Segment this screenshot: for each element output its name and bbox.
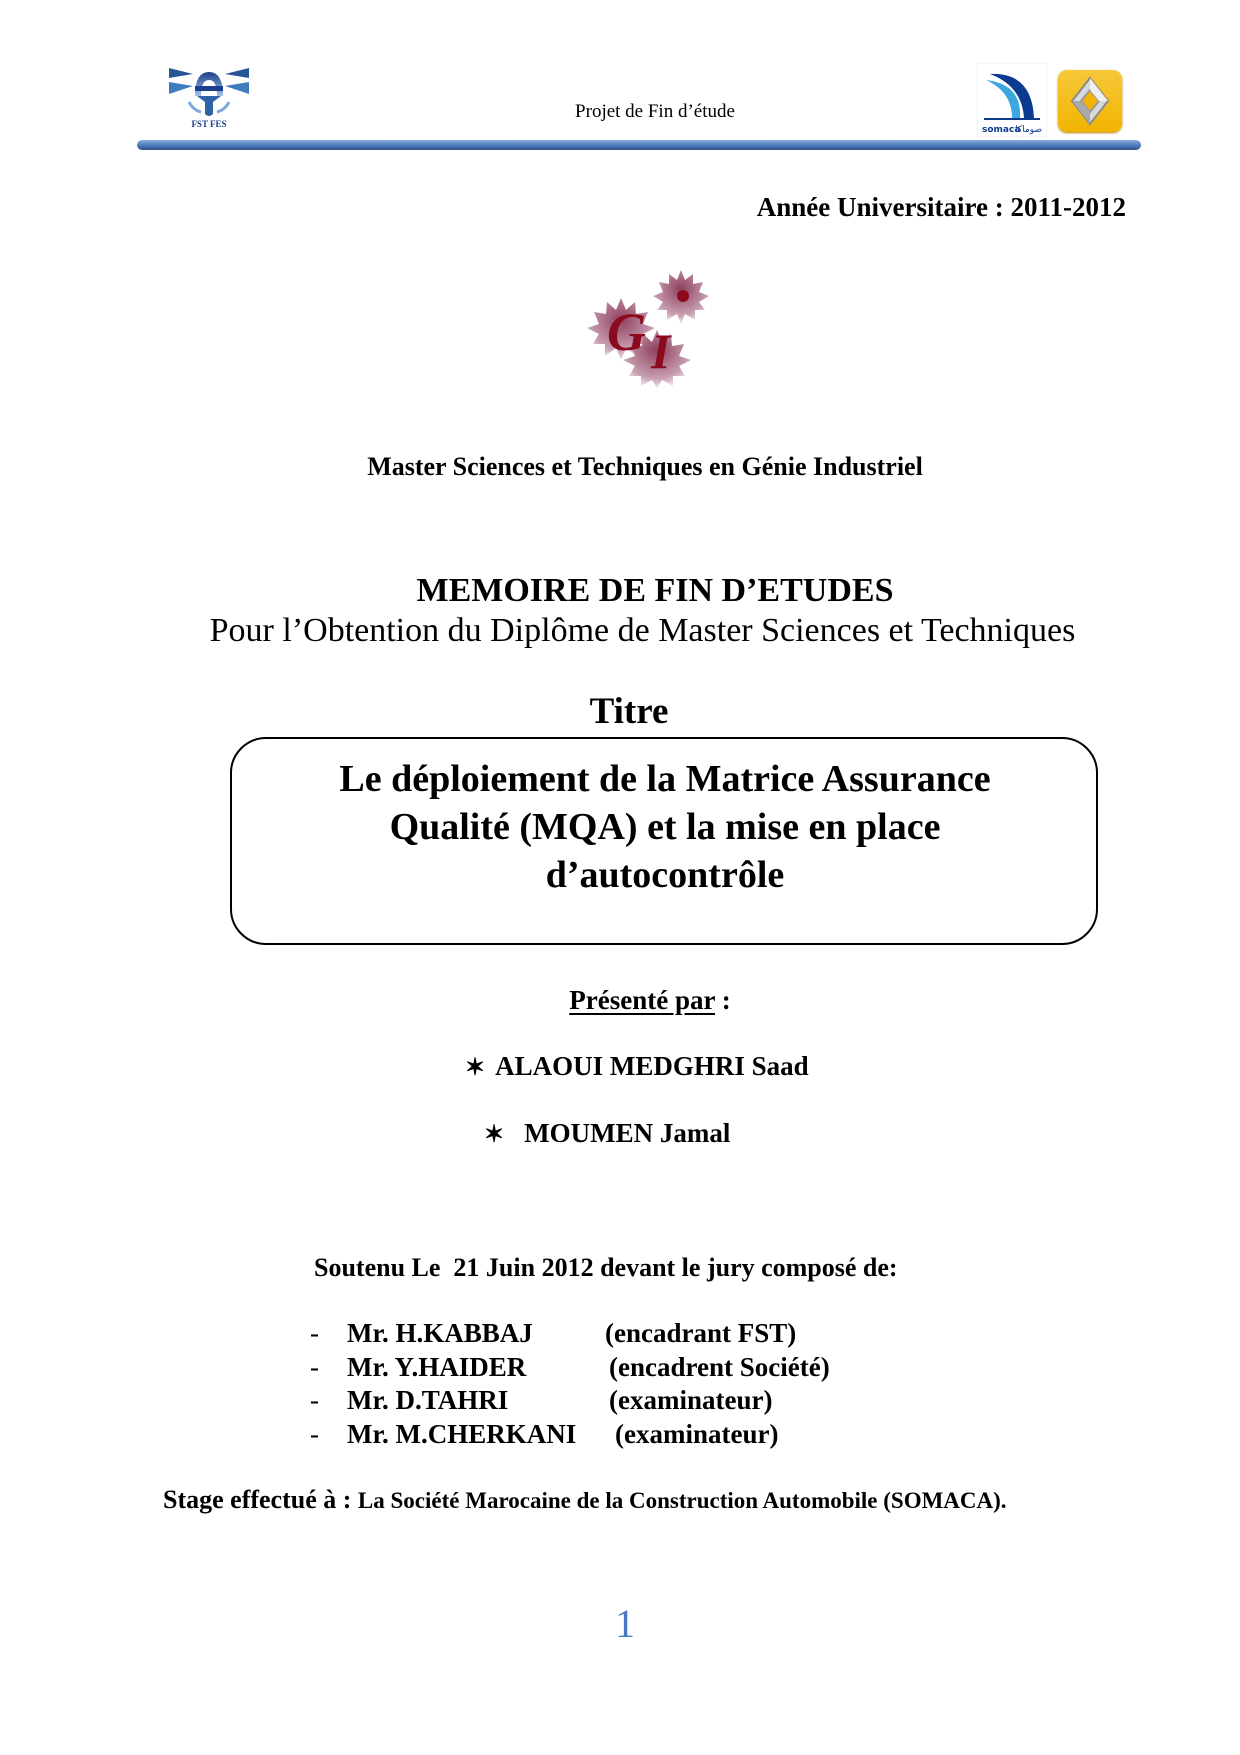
svg-text:somaca: somaca [982,125,1021,135]
program-name: Master Sciences et Techniques en Génie Industriel [367,452,923,481]
author-item [465,1051,809,1082]
header-divider [137,140,1141,150]
academic-year: Année Universitaire : 2011-2012 [756,192,1126,222]
renault-logo [1058,70,1122,132]
internship-company: La Société Marocaine de la Construction Automobile (SOMACA). [357,1488,1007,1513]
star-bullet-icon: ✶ [465,1055,486,1081]
jury-member-role: (encadrent Société) [609,1351,830,1382]
svg-text:صوماكا: صوماكا [1015,125,1042,135]
title-label: Titre [589,691,669,732]
author-name: MOUMEN Jamal [524,1118,731,1148]
jury-member-name: Mr. H.KABBAJ [347,1318,533,1348]
thesis-title-line: d’autocontrôle [545,854,785,896]
star-bullet-icon: ✶ [484,1122,505,1148]
presented-by-label: Présenté par [569,985,715,1015]
jury-member-role: (encadrant FST) [605,1318,797,1348]
memoire-heading: MEMOIRE DE FIN D’ETUDES [416,572,894,609]
jury-member-role: (examinateur) [615,1418,779,1449]
somaca-logo [978,64,1046,136]
thesis-title-line: Le déploiement de la Matrice Assurance [339,758,991,800]
gi-department-logo [585,268,715,388]
page-number: 1 [615,1601,635,1646]
svg-text:G: G [607,302,646,362]
author-name: ALAOUI MEDGHRI Saad [495,1051,809,1081]
internship-location [163,1485,1007,1515]
thesis-title [230,755,1100,899]
list-dash: - [310,1418,319,1449]
author-item [484,1118,730,1149]
header-title: Projet de Fin d’étude [575,101,735,122]
jury-member-name: Mr. D.TAHRI [347,1385,509,1415]
presented-by-heading [0,985,1240,1016]
memoire-subheading: Pour l’Obtention du Diplôme de Master Sciences et Techniques [209,612,1076,649]
defense-statement: Soutenu Le 21 Juin 2012 devant le jury composé de: [314,1253,898,1282]
list-dash: - [310,1385,319,1415]
thesis-title-line: Qualité (MQA) et la mise en place [389,806,941,848]
presented-by-colon: : [714,985,731,1015]
jury-member-name: Mr. Y.HAIDER [347,1351,527,1382]
list-dash: - [310,1318,319,1348]
list-dash: - [310,1351,319,1382]
jury-member-role: (examinateur) [609,1385,773,1415]
svg-text:I: I [651,323,671,379]
internship-label: Stage effectué à : [163,1485,358,1514]
jury-member-name: Mr. M.CHERKANI [347,1418,577,1449]
svg-text:FST FES: FST FES [191,119,227,129]
